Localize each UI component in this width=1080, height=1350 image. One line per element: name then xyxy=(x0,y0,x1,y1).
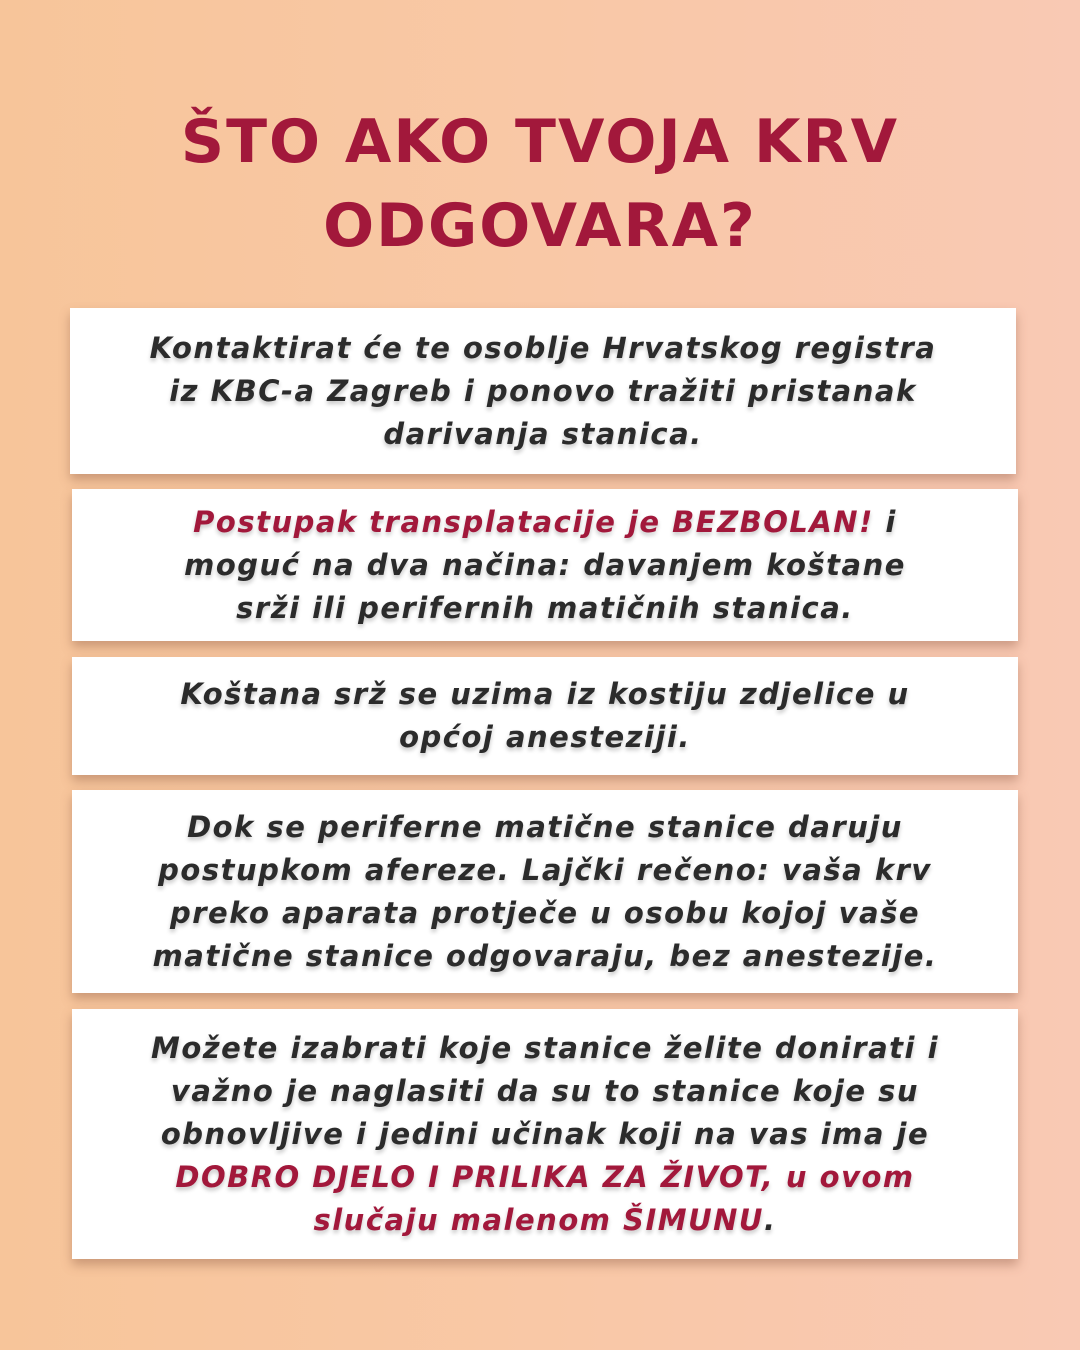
highlight-text: Postupak transplatacije je BEZBOLAN! xyxy=(193,504,874,539)
info-card-procedure xyxy=(72,489,1018,641)
card-text-line: postupkom afereze. Lajčki rečeno: vaša krv xyxy=(158,852,932,887)
card-text-line: preko aparata protječe u osobu kojoj vaše xyxy=(169,895,921,930)
card-text-fragment: . xyxy=(763,1202,777,1237)
card-text-line: moguć na dva načina: davanjem koštane xyxy=(184,547,906,582)
card-text xyxy=(153,806,938,978)
page-title xyxy=(0,100,1080,268)
card-text xyxy=(150,327,937,456)
info-card-apheresis xyxy=(72,790,1018,993)
card-text xyxy=(180,673,909,759)
card-text-line: Dok se periferne matične stanice daruju xyxy=(187,809,903,844)
highlight-text: DOBRO DJELO I PRILIKA ZA ŽIVOT, u ovom xyxy=(175,1159,915,1194)
info-card-contact xyxy=(70,308,1016,474)
card-text-fragment: i xyxy=(873,504,897,539)
card-text xyxy=(184,501,906,630)
title-line-2: ODGOVARA? xyxy=(323,191,757,261)
info-card-donation xyxy=(72,1009,1018,1259)
card-text-line: općoj anesteziji. xyxy=(399,720,691,754)
info-card-bone-marrow xyxy=(72,657,1018,775)
highlight-text: slučaju malenom ŠIMUNU xyxy=(313,1202,764,1237)
card-text-line: obnovljive i jedini učinak koji na vas ima je xyxy=(160,1116,930,1151)
card-text-line: iz KBC-a Zagreb i ponovo tražiti pristanak xyxy=(169,373,917,408)
card-text-line: srži ili perifernih matičnih stanica. xyxy=(236,590,854,625)
card-text xyxy=(151,1027,939,1242)
card-text-line: važno je naglasiti da su to stanice koje su xyxy=(170,1073,920,1108)
card-text-line: Možete izabrati koje stanice želite donirati i xyxy=(150,1030,940,1065)
card-text-line: darivanja stanica. xyxy=(383,416,703,451)
card-text-line xyxy=(151,1199,939,1242)
card-text-line: Kontaktirat će te osoblje Hrvatskog registra xyxy=(149,330,937,365)
card-text-line: matične stanice odgovaraju, bez anestezije. xyxy=(152,938,938,973)
card-text-line: Koštana srž se uzima iz kostiju zdjelice u xyxy=(180,677,910,711)
card-text-line xyxy=(184,501,906,544)
title-line-1: ŠTO AKO TVOJA KRV xyxy=(180,107,900,177)
